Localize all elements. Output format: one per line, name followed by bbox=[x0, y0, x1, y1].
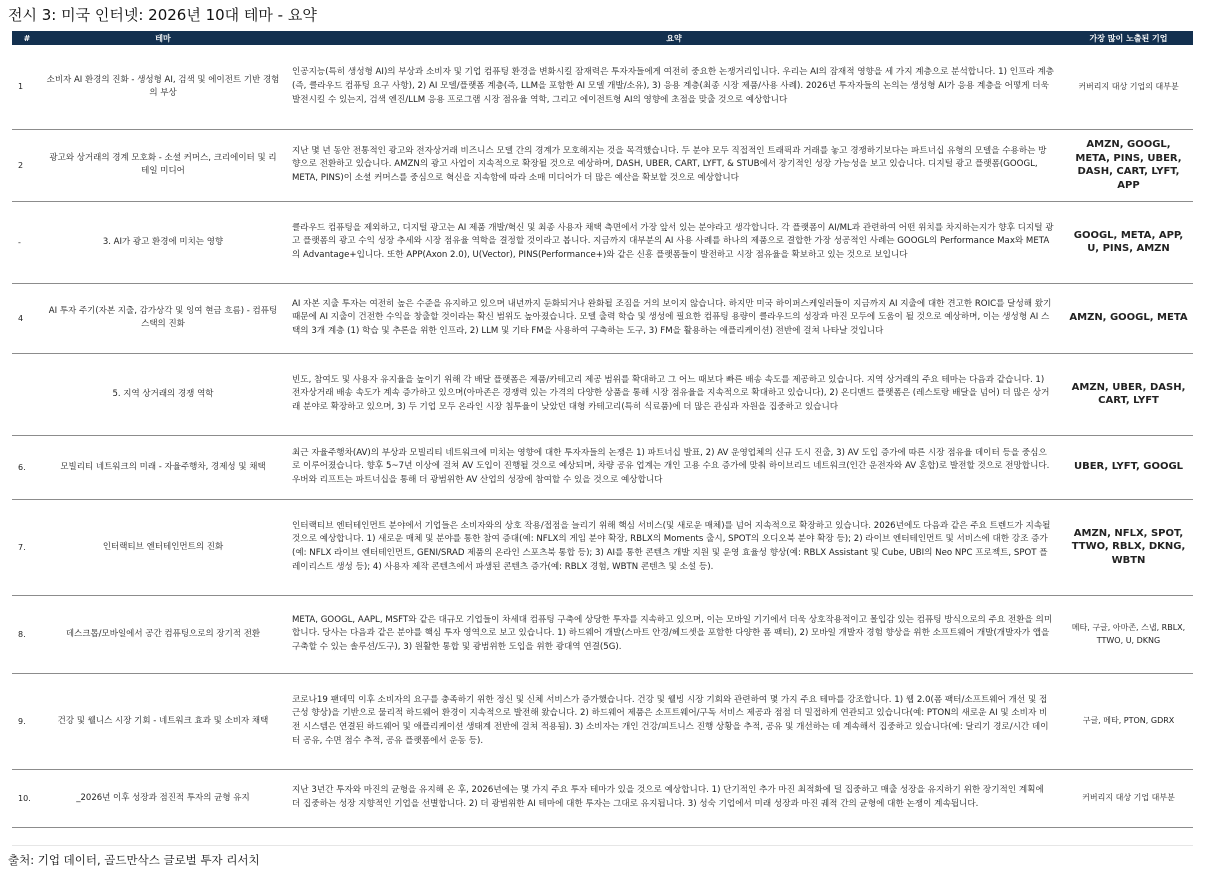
page-title: 전시 3: 미국 인터넷: 2026년 10대 테마 - 요약 bbox=[8, 6, 317, 24]
divider bbox=[12, 845, 1193, 846]
row-companies: 커버리지 대상 기업의 대부분 bbox=[1064, 45, 1193, 129]
themes-table bbox=[12, 31, 1193, 828]
row-num: - bbox=[12, 201, 42, 283]
row-num: 1 bbox=[12, 45, 42, 129]
row-theme: _2026년 이후 성장과 점진적 투자의 균형 유지 bbox=[42, 769, 284, 827]
row-theme: 모빌리티 네트워크의 미래 - 자율주행차, 경제성 및 채택 bbox=[42, 435, 284, 499]
table-row bbox=[12, 129, 1193, 201]
row-summary: 지난 3년간 투자와 마진의 균형을 유지해 온 후, 2026년에는 몇 가지 주요 투자 테마가 있을 것으로 예상합니다. 1) 단기적인 추가 마진 최적화에 덜 집중하고 매출 성장을 유지하기 위한 장기적인 계획에 더 집중하는 성장 지향적인 기업을 선별합니다. 2) 더 광범위한 AI 테마에 대한 투자는 그대로 유지됩니다. 3) 성숙 기업에서 미래 성장과 마진 궤적 간의 균형에 대한 논쟁이 계속됩니다. bbox=[284, 769, 1064, 827]
row-summary: 빈도, 참여도 및 사용자 유지율을 높이기 위해 각 배달 플랫폼은 제품/카테고리 제공 범위를 확대하고 그 어느 때보다 빠른 배송 속도를 제공하고 있습니다. 지역 상거래의 주요 테마는 다음과 같습니다. 1) 전자상거래 배송 속도가 계속 증가하고 있으며(아마존은 경쟁력 있는 가격의 다양한 상품을 통해 시장 점유율을 지속적으로 확대하고 있습니다), 2) 온디맨드 플랫폼은 (레스토랑 배달을 넘어) 더 많은 상거래 분야로 확장하고 있으며, 3) 두 기업 모두 온라인 시장 침투율이 낮았던 대형 카테고리(특히 식료품)에 더 많은 관심과 자원을 집중하고 있습니다 bbox=[284, 353, 1064, 435]
row-summary: 클라우드 컴퓨팅을 제외하고, 디지털 광고는 AI 제품 개발/혁신 및 최종 사용자 채택 측면에서 가장 앞서 있는 분야라고 생각합니다. 각 플랫폼이 AI/ML과 관련하여 어떤 위치를 차지하는지가 향후 디지털 광고 플랫폼의 광고 수익 성장 추세와 시장 점유율 역학을 결정할 것이라고 봅니다. 지금까지 대부분의 AI 사용 사례를 하나의 제품으로 결합한 가장 성공적인 사례는 GOOGL의 Performance Max와 META의 Advantage+입니다. 또한 APP(Axon 2.0), U(Vector), PINS(Performance+)와 같은 신흥 플랫폼들이 발전하고 시장 점유율을 확보하고 있는 것으로 보입니다 bbox=[284, 201, 1064, 283]
row-theme: 소비자 AI 환경의 진화 - 생성형 AI, 검색 및 에이전트 기반 경험의 부상 bbox=[42, 45, 284, 129]
table-row bbox=[12, 283, 1193, 353]
row-summary: 최근 자율주행차(AV)의 부상과 모빌리티 네트워크에 미치는 영향에 대한 투자자들의 논쟁은 1) 파트너십 발표, 2) AV 운영업체의 신규 도시 진출, 3) AV 도입 증가에 따른 시장 점유율 데이터 등을 중심으로 이루어졌습니다. 향후 5~7년 이상에 걸쳐 AV 도입이 진행될 것으로 예상되며, 차량 공유 업계는 개인 고용 수요 증가에 맞춰 하이브리드 네트워크(인간 운전자와 AV 혼합)로 발전할 것으로 전망합니다. 우버와 리프트는 파트너십을 통해 더 광범위한 AV 산업의 성장에 참여할 수 있을 것으로 예상합니다 bbox=[284, 435, 1064, 499]
table-row bbox=[12, 435, 1193, 499]
row-summary: 인터랙티브 엔터테인먼트 분야에서 기업들은 소비자와의 상호 작용/접점을 늘리기 위해 핵심 서비스(및 새로운 매체)를 넘어 지속적으로 확장하고 있습니다. 2026년에도 다음과 같은 주요 트렌드가 지속될 것으로 예상합니다. 1) 새로운 매체 및 분야를 통한 참여 증대(예: NFLX의 게임 분야 확장, RBLX의 Moments 출시, SPOT의 오디오북 분야 확장 등); 2) 라이브 엔터테인먼트 및 서비스에 대한 강조 증가(예: NFLX 라이브 엔터테인먼트, GENI/SRAD 제품의 온라인 스포츠북 통합 등); 3) AI를 통한 콘텐츠 개발 지원 및 운영 효율성 향상(예: RBLX Assistant 및 Cube, UBI의 Neo NPC 프로젝트, SPOT 플레이리스트 생성 등); 4) 사용자 제작 콘텐츠에서 파생된 콘텐츠 증가(예: RBLX 경험, WBTN 콘텐츠 및 소설 등). bbox=[284, 499, 1064, 595]
header-theme: 테마 bbox=[42, 31, 284, 45]
table-row bbox=[12, 769, 1193, 827]
table-row bbox=[12, 45, 1193, 129]
row-summary: AI 자본 지출 투자는 여전히 높은 수준을 유지하고 있으며 내년까지 둔화되거나 완화될 조짐을 거의 보이지 않습니다. 하지만 미국 하이퍼스케일러들이 지금까지 AI 지출에 대한 견고한 ROIC를 달성해 왔기 때문에 AI 지출이 건전한 수익을 창출할 것이라는 확신 범위도 높아졌습니다. 모델 출력 학습 및 생성에 필요한 컴퓨팅 용량이 클라우드의 성장과 마진 모두에 도움이 될 것으로 예상하며, 이는 생성형 AI 스택의 3개 계층 (1) 학습 및 추론을 위한 인프라, 2) LLM 및 기타 FM을 사용하여 구축하는 도구, 3) FM을 활용하는 애플리케이션) 전반에 걸쳐 나타날 것입니다 bbox=[284, 283, 1064, 353]
row-companies: GOOGL, META, APP, U, PINS, AMZN bbox=[1064, 201, 1193, 283]
table-row bbox=[12, 499, 1193, 595]
row-summary: META, GOOGL, AAPL, MSFT와 같은 대규모 기업들이 차세대 컴퓨팅 구축에 상당한 투자를 지속하고 있으며, 이는 모바일 기기에서 더욱 상호작용적이고 몰입감 있는 컴퓨팅 방식으로의 주요 전환을 의미합니다. 당사는 다음과 같은 분야를 핵심 투자 영역으로 보고 있습니다. 1) 하드웨어 개발(스마트 안경/헤드셋을 포함한 다양한 폼 팩터), 2) 모바일 개발자 경험 향상을 위한 소프트웨어 개발(개발자가 앱을 구축할 수 있는 솔루션/도구), 3) 원활한 통합 및 광범위한 도입을 위한 광대역 연결(5G). bbox=[284, 595, 1064, 673]
row-num: 4 bbox=[12, 283, 42, 353]
row-theme: 건강 및 웰니스 시장 기회 - 네트워크 효과 및 소비자 채택 bbox=[42, 673, 284, 769]
row-companies: 커버리지 대상 기업 대부분 bbox=[1064, 769, 1193, 827]
row-companies: AMZN, GOOGL, META bbox=[1064, 283, 1193, 353]
source-note: 출처: 기업 데이터, 골드만삭스 글로벌 투자 리서치 bbox=[8, 853, 260, 867]
row-summary: 인공지능(특히 생성형 AI)의 부상과 소비자 및 기업 컴퓨팅 환경을 변화시킬 잠재력은 투자자들에게 여전히 중요한 논쟁거리입니다. 우리는 AI의 잠재적 영향을 세 가지 계층으로 분석합니다. 1) 인프라 계층(즉, 클라우드 컴퓨팅 요구 사항), 2) AI 모델/플랫폼 계층(즉, LLM을 포함한 AI 모델 개발/소유), 3) 응용 계층(최종 시장 제품/사용 사례). 2026년 투자자들의 논의는 생성형 AI가 응용 계층을 어떻게 더욱 발전시킬 수 있는지, 검색 엔진/LLM 응용 프로그램 시장 점유율 역학, 그리고 에이전트형 AI의 영향에 초점을 맞출 것으로 예상합니다 bbox=[284, 45, 1064, 129]
table-header-row bbox=[12, 31, 1193, 45]
table-row bbox=[12, 595, 1193, 673]
row-companies: AMZN, NFLX, SPOT, TTWO, RBLX, DKNG, WBTN bbox=[1064, 499, 1193, 595]
row-companies: UBER, LYFT, GOOGL bbox=[1064, 435, 1193, 499]
row-num: 7. bbox=[12, 499, 42, 595]
table-row bbox=[12, 353, 1193, 435]
table-row bbox=[12, 673, 1193, 769]
row-companies: 메타, 구글, 아마존, 스냅, RBLX, TTWO, U, DKNG bbox=[1064, 595, 1193, 673]
row-companies: AMZN, UBER, DASH, CART, LYFT bbox=[1064, 353, 1193, 435]
row-summary: 코로나19 팬데믹 이후 소비자의 요구를 충족하기 위한 정신 및 신체 서비스가 증가했습니다. 건강 및 웰빙 시장 기회와 관련하여 몇 가지 주요 테마를 강조합니다. 1) 웹 2.0(폼 팩터/소프트웨어 개선 및 접근성 향상)을 기반으로 물리적 하드웨어 환경이 지속적으로 발전해 왔습니다. 2) 하드웨어 제품은 소프트웨어/구독 서비스 제공과 점점 더 밀접하게 연관되고 있습니다(예: PTON의 새로운 AI 및 소비자 비전 시스템은 연결된 하드웨어 및 애플리케이션 생태계 전반에 걸쳐 적용됨). 3) 소비자는 개인 건강/피트니스 진행 상황을 추적, 공유 및 개선하는 데 계속해서 집중하고 있습니다(예: 달리기 경로/시간 데이터 공유, 수면 점수 추적, 공유 플랫폼에서 운동 등). bbox=[284, 673, 1064, 769]
row-theme: 인터랙티브 엔터테인먼트의 진화 bbox=[42, 499, 284, 595]
row-companies: 구글, 메타, PTON, GDRX bbox=[1064, 673, 1193, 769]
row-theme: 5. 지역 상거래의 경쟁 역학 bbox=[42, 353, 284, 435]
row-companies: AMZN, GOOGL, META, PINS, UBER, DASH, CART, LYFT, APP bbox=[1064, 129, 1193, 201]
row-theme: AI 투자 주기(자본 지출, 감가상각 및 잉여 현금 흐름) - 컴퓨팅 스택의 진화 bbox=[42, 283, 284, 353]
row-theme: 데스크톱/모바일에서 공간 컴퓨팅으로의 장기적 전환 bbox=[42, 595, 284, 673]
header-num: # bbox=[12, 31, 42, 45]
row-num: 2 bbox=[12, 129, 42, 201]
row-num: 6. bbox=[12, 435, 42, 499]
header-summary: 요약 bbox=[284, 31, 1064, 45]
row-theme: 광고와 상거래의 경계 모호화 - 소셜 커머스, 크리에이터 및 리테일 미디어 bbox=[42, 129, 284, 201]
table-row bbox=[12, 201, 1193, 283]
row-num bbox=[12, 353, 42, 435]
row-num: 10. bbox=[12, 769, 42, 827]
row-num: 9. bbox=[12, 673, 42, 769]
row-summary: 지난 몇 년 동안 전통적인 광고와 전자상거래 비즈니스 모델 간의 경계가 모호해지는 것을 목격했습니다. 두 분야 모두 직접적인 트래픽과 거래를 놓고 경쟁하기보다는 파트너십 유형의 모델을 수용하는 방향으로 전환하고 있습니다. AMZN의 광고 사업이 지속적으로 확장될 것으로 예상하며, DASH, UBER, CART, LYFT, & STUB에서 장기적인 성장 가능성을 보고 있습니다. 디지털 광고 플랫폼(GOOGL, META, PINS)이 소셜 커머스를 중심으로 혁신을 지속함에 따라 소매 미디어가 더 많은 예산을 확보할 것으로 예상합니다 bbox=[284, 129, 1064, 201]
header-companies: 가장 많이 노출된 기업 bbox=[1064, 31, 1193, 45]
row-theme: 3. AI가 광고 환경에 미치는 영향 bbox=[42, 201, 284, 283]
row-num: 8. bbox=[12, 595, 42, 673]
